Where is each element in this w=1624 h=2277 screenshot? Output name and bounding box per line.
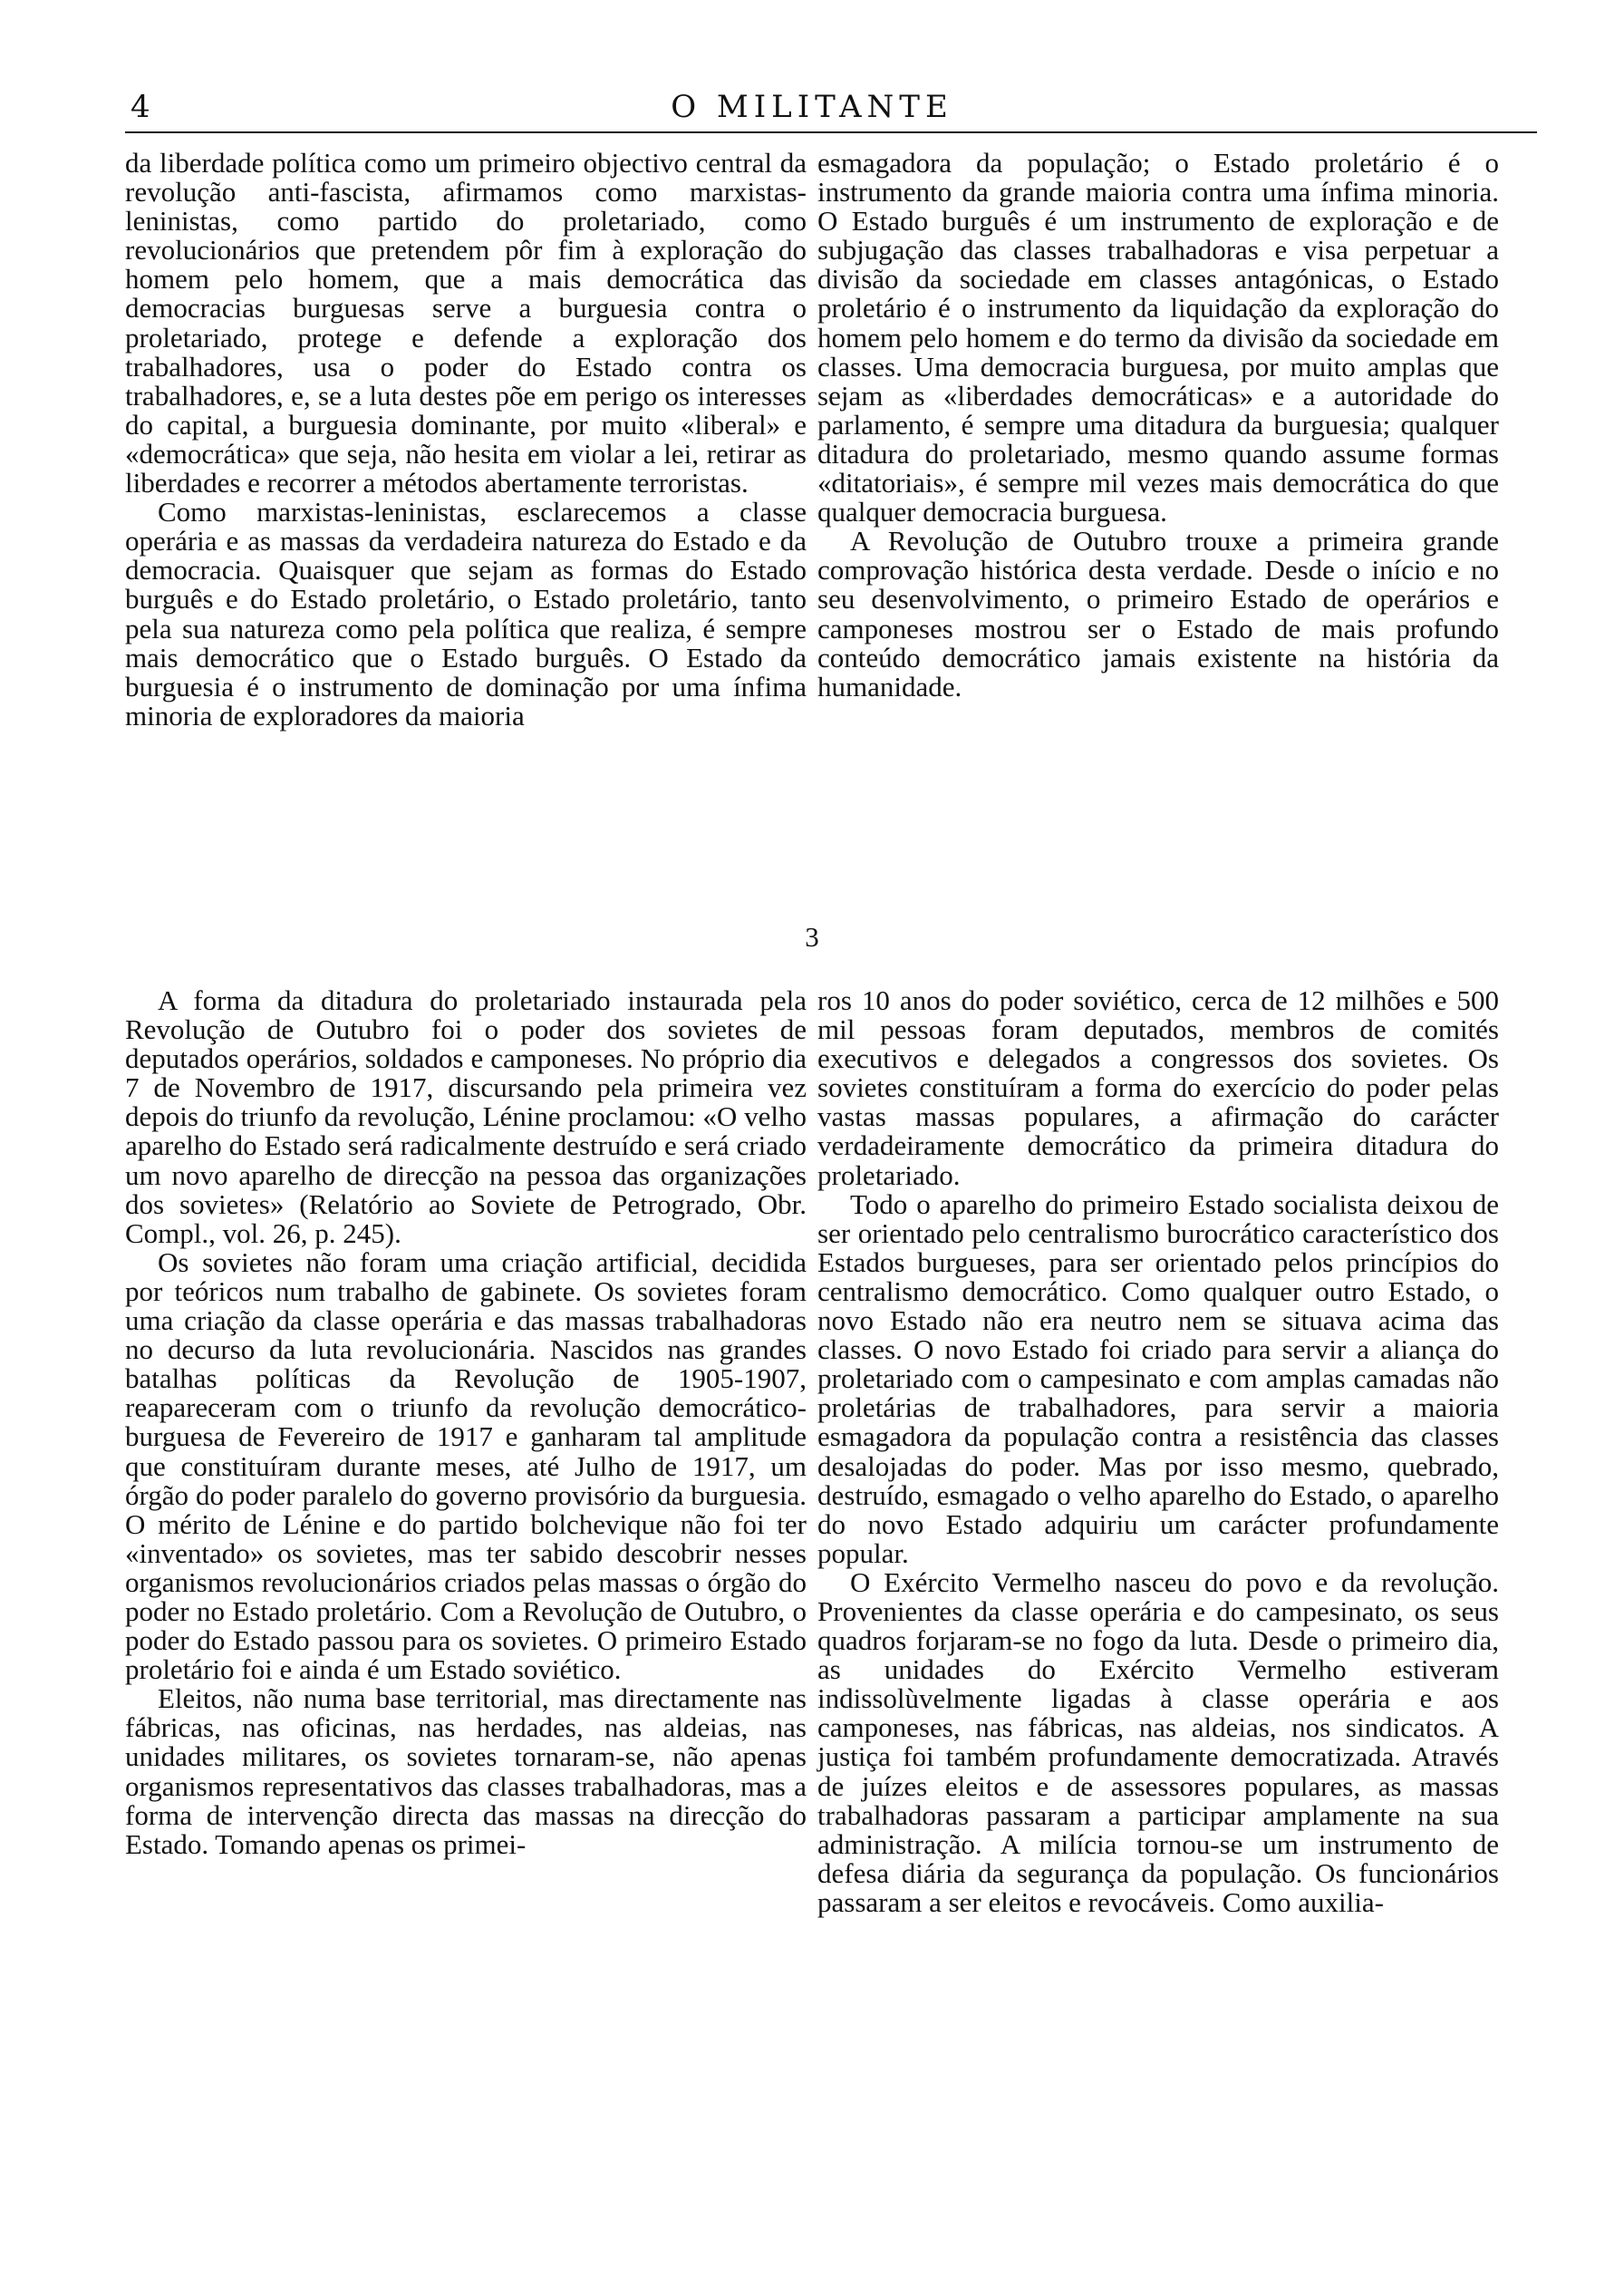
page-number: 4 bbox=[130, 89, 150, 125]
paragraph: Os sovietes não foram uma criação artificial, decidida por teóricos num trabalho de gabinete. Os sovietes foram uma criação da classe operária e das massas trabalhadoras no decurso da luta revolucionária. Nascidos nas grandes batalhas políticas da Revolução de 1905-1907, reapareceram com o triunfo da revolução democrático-burguesa de Fevereiro de 1917 e ganharam tal amplitude que constituíram durante meses, até Julho de 1917, um órgão do poder paralelo do governo provisório da burguesia. O mérito de Lénine e do partido bolchevique não foi ter «inventado» os sovietes, mas ter sabido descobrir nesses organismos revolucionários criados pelas massas o órgão do poder no Estado proletário. Com a Revolução de Outubro, o poder do Estado passou para os sovietes. O primeiro Estado proletário foi e ainda é um Estado soviético. bbox=[125, 1245, 807, 1686]
paragraph: A forma da ditadura do proletariado instaurada pela Revolução de Outubro foi o poder dos sovietes de deputados operários, soldados e camponeses. No próprio dia 7 de Novembro de 1917, discursando pela primeira vez depois do triunfo da revolução, Lénine proclamou: «O velho aparelho do Estado será radicalmente destruído e será criado um novo aparelho de direcção na pessoa das organizações dos sovietes» (Relatório ao Soviete de Petrogrado, Obr. Compl., vol. 26, p. 245). bbox=[125, 984, 807, 1249]
paragraph: ros 10 anos do poder soviético, cerca de 12 milhões e 500 mil pessoas foram deputados, membros de comités executivos e delegados a congressos dos sovietes. Os sovietes constituíram a forma do exercício do poder pelas vastas massas populares, a afirmação do carácter verdadeiramente democrático da primeira ditadura do proletariado. bbox=[817, 984, 1499, 1191]
paragraph: Como marxistas-leninistas, esclarecemos a classe operária e as massas da verdadeira natureza do Estado e da democracia. Quaisquer que sejam as formas do Estado burguês e do Estado proletário, o Estado proletário, tanto pela sua natureza como pela política que realiza, é sempre mais democrático que o Estado burguês. O Estado da burguesia é o instrumento de dominação por uma ínfima minoria de exploradores da maioria bbox=[125, 496, 807, 732]
section2-left-column bbox=[125, 986, 807, 1859]
paragraph: Todo o aparelho do primeiro Estado socialista deixou de ser orientado pelo centralismo burocrático característico dos Estados burgueses, para ser orientado pelos princípios do centralismo democrático. Como qualquer outro Estado, o novo Estado não era neutro nem se situava acima das classes. O novo Estado foi criado para servir a aliança do proletariado com o campesinato e com amplas camadas não proletárias de trabalhadores, para servir a maioria esmagadora da população contra a resistência das classes desalojadas do poder. Mas por isso mesmo, quebrado, destruído, esmagado o velho aparelho do Estado, o aparelho do novo Estado adquiriu um carácter profundamente popular. bbox=[817, 1187, 1499, 1569]
paragraph: da liberdade política como um primeiro objectivo central da revolução anti-fascista, afirmamos como marxistas-leninistas, como partido do proletariado, como revolucionários que pretendem pôr fim à exploração do homem pelo homem, que a mais democrática das democracias burguesas serve a burguesia contra o proletariado, protege e defende a exploração dos trabalhadores, usa o poder do Estado contra os trabalhadores, e, se a luta destes põe em perigo os interesses do capital, a burguesia dominante, por muito «liberal» e «democrática» que seja, não hesita em violar a lei, retirar as liberdades e recorrer a métodos abertamente terroristas. bbox=[125, 147, 807, 499]
section1-left-column bbox=[125, 149, 807, 731]
section2-right-column bbox=[817, 986, 1499, 1917]
journal-title: O MILITANTE bbox=[671, 89, 953, 125]
section-number: 3 bbox=[805, 921, 819, 953]
section1-right-column bbox=[817, 149, 1499, 702]
paragraph: A Revolução de Outubro trouxe a primeira grande comprovação histórica desta verdade. Desde o início e no seu desenvolvimento, o primeiro Estado de operários e camponeses mostrou ser o Estado de mais profundo conteúdo democrático jamais existente na história da humanidade. bbox=[817, 525, 1499, 702]
paragraph: esmagadora da população; o Estado proletário é o instrumento da grande maioria contra uma ínfima minoria. O Estado burguês é um instrumento de exploração e de subjugação das classes trabalhadoras e visa perpetuar a divisão da sociedade em classes antagónicas, o Estado proletário é o instrumento da liquidação da exploração do homem pelo homem e do termo da divisão da sociedade em classes. Uma democracia burguesa, por muito amplas que sejam as «liberdades democráticas» e a autoridade do parlamento, é sempre uma ditadura da burguesia; qualquer ditadura do proletariado, mesmo quando assume formas «ditatoriais», é sempre mil vezes mais democrática do que qualquer democracia burguesa. bbox=[817, 147, 1499, 528]
header-rule bbox=[125, 131, 1537, 133]
paragraph: O Exército Vermelho nasceu do povo e da revolução. Provenientes da classe operária e do campesinato, os seus quadros forjaram-se no fogo da luta. Desde o primeiro dia, as unidades do Exército Vermelho estiveram indissolùvelmente ligadas à classe operária e aos camponeses, nas fábricas, nas aldeias, nos sindicatos. A justiça foi também profundamente democratizada. Através de juízes eleitos e de assessores populares, as massas trabalhadoras passaram a participar amplamente na sua administração. A milícia tornou-se um instrumento de defesa diária da segurança da população. Os funcionários passaram a ser eleitos e revocáveis. Como auxilia- bbox=[817, 1565, 1499, 1918]
paragraph: Eleitos, não numa base territorial, mas directamente nas fábricas, nas oficinas, nas herdades, nas aldeias, nas unidades militares, os sovietes tornaram-se, não apenas organismos representativos das classes trabalhadoras, mas a forma de intervenção directa das massas na direcção do Estado. Tomando apenas os primei- bbox=[125, 1682, 807, 1860]
